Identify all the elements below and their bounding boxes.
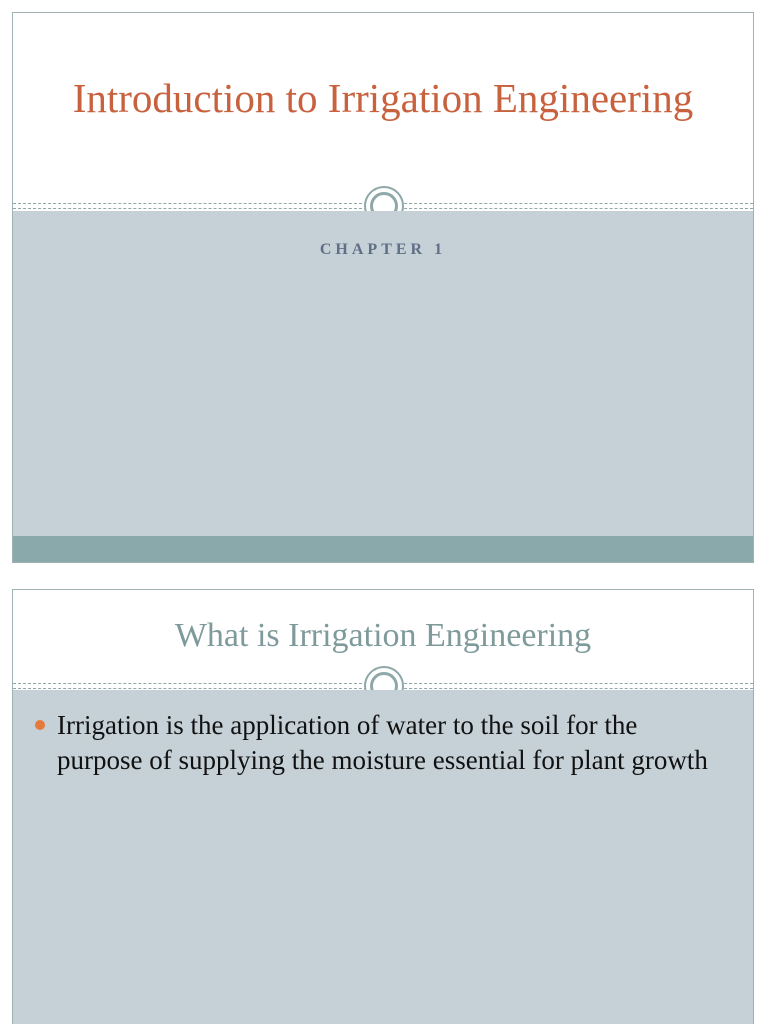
slide-body: [13, 211, 753, 536]
slide-2: [12, 589, 754, 1024]
slide-subtitle: CHAPTER 1: [319, 241, 447, 258]
slide-1: [12, 12, 754, 563]
list-item: [35, 708, 723, 778]
slide-title-area: [13, 13, 753, 205]
bullet-list: [35, 708, 723, 778]
slide-title: Introduction to Irrigation Engineering: [72, 75, 694, 121]
bullet-text: Irrigation is the application of water to the soil for the purpose of supplying the moisture essential for plant growth: [57, 710, 708, 775]
footer-bar: [13, 536, 753, 562]
bullet-dot-icon: [35, 720, 45, 730]
slide-title: What is Irrigation Engineering: [174, 617, 592, 654]
